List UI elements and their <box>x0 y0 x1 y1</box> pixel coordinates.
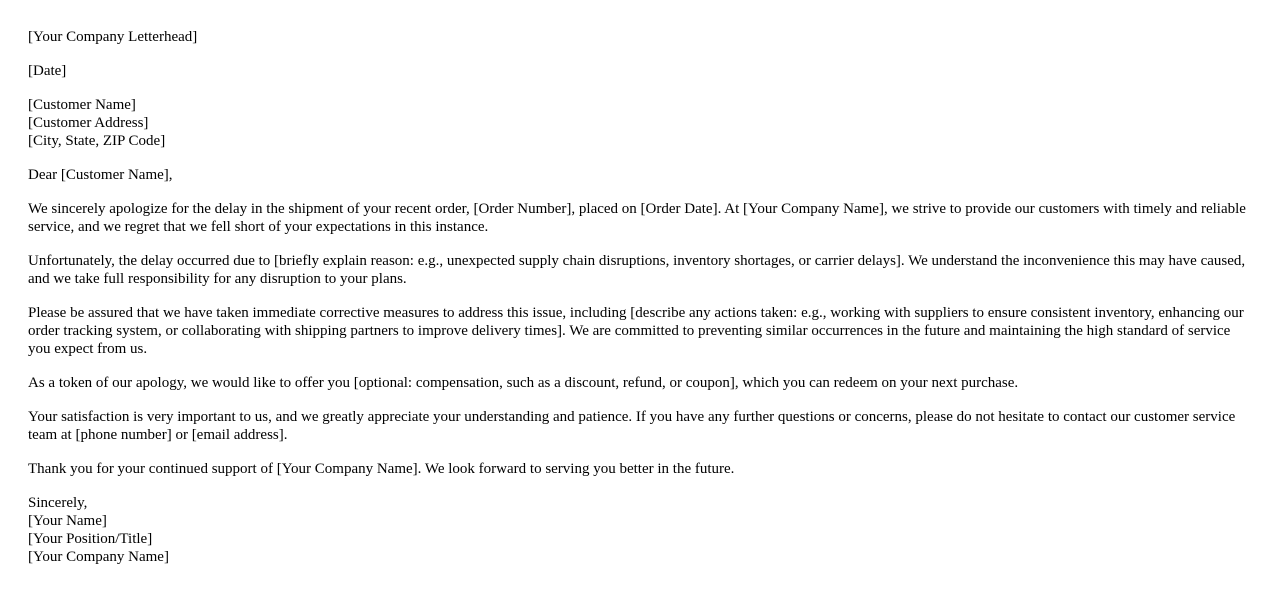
salutation: Dear [Customer Name], <box>28 167 173 183</box>
body-paragraph-compensation: As a token of our apology, we would like to offer you [optional: compensation, such as a discount, refund, or coupon], which you can redeem on your next purchase. <box>28 375 1019 391</box>
recipient-address: [Customer Address] <box>28 115 149 131</box>
letterhead-text: [Your Company Letterhead] <box>28 29 198 45</box>
body-paragraph-reason: Unfortunately, the delay occurred due to [briefly explain reason: e.g., unexpected supply chain disruptions, inventory shortages, or carrier delays]. We understand the inconvenience this may have caused, and we take full responsibility for any disruption to your plans. <box>28 253 1246 287</box>
body-paragraph-apology: We sincerely apologize for the delay in the shipment of your recent order, [Order Number], placed on [Order Date]. At [Your Company Name], we strive to provide our customers with timely and reliable service, and we regret that we fell short of your expectations in this instance. <box>28 201 1246 235</box>
body-paragraph-contact: Your satisfaction is very important to us, and we greatly appreciate your understanding and patience. If you have any further questions or concerns, please do not hesitate to contact our customer service team at [phone number] or [email address]. <box>28 409 1236 443</box>
body-paragraph-thanks: Thank you for your continued support of [Your Company Name]. We look forward to serving you better in the future. <box>28 461 735 477</box>
closing-signoff: Sincerely, <box>28 495 88 511</box>
letterhead <box>28 28 1252 46</box>
signer-name: [Your Name] <box>28 513 107 529</box>
signer-company: [Your Company Name] <box>28 549 169 565</box>
body-paragraph-corrective-measures: Please be assured that we have taken immediate corrective measures to address this issue, including [describe any actions taken: e.g., working with suppliers to ensure consistent inventory, enhancing our order tracking system, or collaborating with shipping partners to improve delivery times]. We are committed to preventing similar occurrences in the future and maintaining the high standard of service you expect from us. <box>28 305 1244 357</box>
letter-document <box>28 28 1252 582</box>
recipient-address-block <box>28 96 1252 150</box>
signer-position: [Your Position/Title] <box>28 531 153 547</box>
closing-block <box>28 494 1252 566</box>
recipient-name: [Customer Name] <box>28 97 136 113</box>
recipient-city-state-zip: [City, State, ZIP Code] <box>28 133 166 149</box>
salutation-block <box>28 166 1252 184</box>
date-block <box>28 62 1252 80</box>
letter-date: [Date] <box>28 63 67 79</box>
